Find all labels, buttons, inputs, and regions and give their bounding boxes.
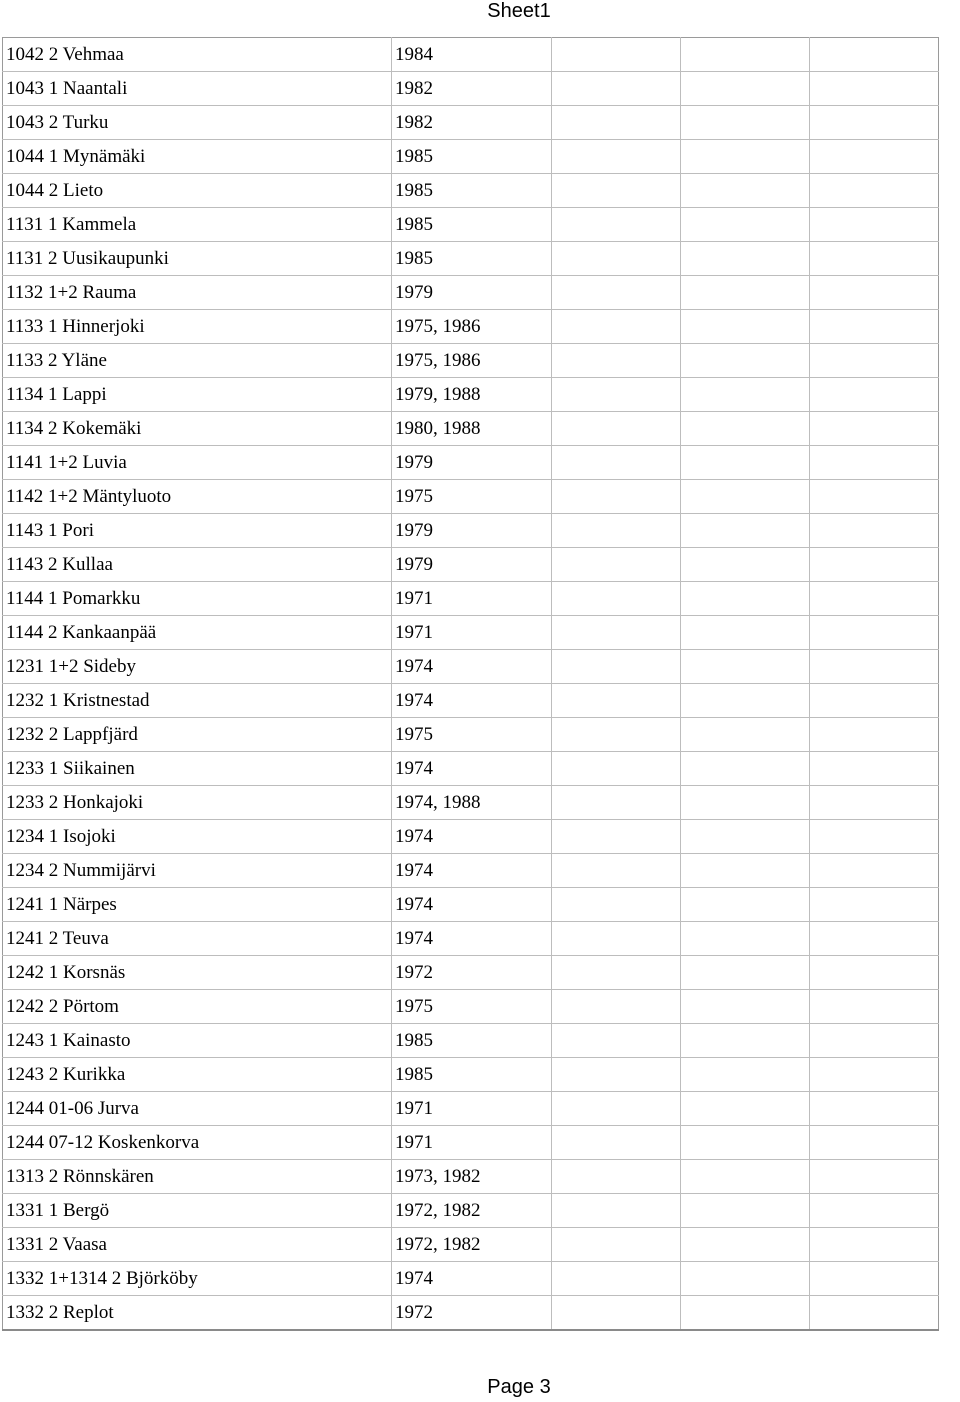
cell-empty[interactable] — [552, 38, 681, 72]
sheet-title: Sheet1 — [487, 0, 551, 22]
table-row — [3, 174, 939, 208]
cell-place[interactable]: 1233 1 Siikainen — [3, 752, 392, 786]
cell-empty[interactable] — [810, 616, 939, 650]
cell-years[interactable]: 1974 — [392, 888, 552, 922]
cell-empty[interactable] — [810, 1228, 939, 1262]
cell-empty[interactable] — [681, 650, 810, 684]
cell-years[interactable]: 1974 — [392, 922, 552, 956]
cell-empty[interactable] — [810, 174, 939, 208]
cell-empty[interactable] — [681, 888, 810, 922]
table-row — [3, 752, 939, 786]
table-row — [3, 412, 939, 446]
cell-empty[interactable] — [810, 480, 939, 514]
table-row — [3, 820, 939, 854]
cell-empty[interactable] — [681, 1160, 810, 1194]
cell-years[interactable]: 1985 — [392, 1024, 552, 1058]
cell-years[interactable]: 1985 — [392, 242, 552, 276]
cell-empty[interactable] — [552, 1024, 681, 1058]
cell-place[interactable]: 1331 2 Vaasa — [3, 1228, 392, 1262]
cell-empty[interactable] — [810, 922, 939, 956]
cell-place[interactable]: 1132 1+2 Rauma — [3, 276, 392, 310]
cell-empty[interactable] — [810, 208, 939, 242]
cell-empty[interactable] — [681, 412, 810, 446]
table-row — [3, 1126, 939, 1160]
cell-empty[interactable] — [810, 718, 939, 752]
cell-empty[interactable] — [552, 1092, 681, 1126]
cell-years[interactable]: 1982 — [392, 106, 552, 140]
cell-place[interactable]: 1232 2 Lappfjärd — [3, 718, 392, 752]
cell-empty[interactable] — [681, 72, 810, 106]
cell-years[interactable]: 1975 — [392, 990, 552, 1024]
cell-empty[interactable] — [681, 752, 810, 786]
cell-empty[interactable] — [552, 718, 681, 752]
table-row — [3, 480, 939, 514]
table-row — [3, 140, 939, 174]
table-row — [3, 106, 939, 140]
cell-years[interactable]: 1974 — [392, 752, 552, 786]
cell-place[interactable]: 1134 1 Lappi — [3, 378, 392, 412]
cell-empty[interactable] — [552, 1126, 681, 1160]
cell-empty[interactable] — [681, 1262, 810, 1296]
table-row — [3, 1058, 939, 1092]
cell-years[interactable]: 1974 — [392, 684, 552, 718]
table-row — [3, 718, 939, 752]
cell-place[interactable]: 1143 2 Kullaa — [3, 548, 392, 582]
table-row — [3, 1160, 939, 1194]
cell-empty[interactable] — [810, 1262, 939, 1296]
table-row — [3, 548, 939, 582]
table-row — [3, 72, 939, 106]
cell-place[interactable]: 1243 2 Kurikka — [3, 1058, 392, 1092]
cell-empty[interactable] — [681, 1296, 810, 1331]
cell-empty[interactable] — [681, 616, 810, 650]
cell-place[interactable]: 1332 1+1314 2 Björköby — [3, 1262, 392, 1296]
cell-empty[interactable] — [810, 820, 939, 854]
cell-empty[interactable] — [552, 412, 681, 446]
cell-empty[interactable] — [681, 140, 810, 174]
table-row — [3, 242, 939, 276]
cell-empty[interactable] — [681, 582, 810, 616]
cell-place[interactable]: 1044 1 Mynämäki — [3, 140, 392, 174]
cell-years[interactable]: 1975 — [392, 480, 552, 514]
cell-empty[interactable] — [552, 616, 681, 650]
cell-empty[interactable] — [552, 310, 681, 344]
cell-place[interactable]: 1043 2 Turku — [3, 106, 392, 140]
cell-empty[interactable] — [810, 650, 939, 684]
cell-empty[interactable] — [552, 1296, 681, 1331]
cell-empty[interactable] — [552, 548, 681, 582]
table-row — [3, 616, 939, 650]
cell-empty[interactable] — [810, 140, 939, 174]
cell-years[interactable]: 1972, 1982 — [392, 1228, 552, 1262]
cell-empty[interactable] — [810, 888, 939, 922]
table-row — [3, 276, 939, 310]
cell-empty[interactable] — [810, 990, 939, 1024]
cell-years[interactable]: 1980, 1988 — [392, 412, 552, 446]
cell-place[interactable]: 1313 2 Rönnskären — [3, 1160, 392, 1194]
cell-empty[interactable] — [552, 174, 681, 208]
table-row — [3, 956, 939, 990]
cell-empty[interactable] — [552, 956, 681, 990]
cell-empty[interactable] — [552, 72, 681, 106]
cell-place[interactable]: 1234 1 Isojoki — [3, 820, 392, 854]
cell-years[interactable]: 1985 — [392, 1058, 552, 1092]
cell-empty[interactable] — [681, 1024, 810, 1058]
cell-empty[interactable] — [681, 684, 810, 718]
cell-place[interactable]: 1241 2 Teuva — [3, 922, 392, 956]
cell-years[interactable]: 1979 — [392, 276, 552, 310]
cell-empty[interactable] — [810, 684, 939, 718]
cell-empty[interactable] — [552, 242, 681, 276]
cell-empty[interactable] — [681, 310, 810, 344]
cell-empty[interactable] — [810, 1160, 939, 1194]
cell-place[interactable]: 1332 2 Replot — [3, 1296, 392, 1331]
table-row — [3, 514, 939, 548]
cell-years[interactable]: 1972, 1982 — [392, 1194, 552, 1228]
cell-years[interactable]: 1974 — [392, 1262, 552, 1296]
cell-empty[interactable] — [810, 412, 939, 446]
cell-empty[interactable] — [552, 1228, 681, 1262]
cell-place[interactable]: 1044 2 Lieto — [3, 174, 392, 208]
cell-place[interactable]: 1133 1 Hinnerjoki — [3, 310, 392, 344]
cell-empty[interactable] — [810, 514, 939, 548]
cell-years[interactable]: 1985 — [392, 208, 552, 242]
cell-years[interactable]: 1971 — [392, 582, 552, 616]
cell-empty[interactable] — [810, 582, 939, 616]
cell-place[interactable]: 1042 2 Vehmaa — [3, 38, 392, 72]
cell-empty[interactable] — [681, 990, 810, 1024]
cell-empty[interactable] — [552, 446, 681, 480]
cell-empty[interactable] — [681, 1228, 810, 1262]
cell-empty[interactable] — [552, 684, 681, 718]
cell-empty[interactable] — [681, 548, 810, 582]
cell-empty[interactable] — [681, 38, 810, 72]
cell-empty[interactable] — [810, 1296, 939, 1331]
cell-empty[interactable] — [552, 378, 681, 412]
cell-place[interactable]: 1243 1 Kainasto — [3, 1024, 392, 1058]
cell-years[interactable]: 1973, 1982 — [392, 1160, 552, 1194]
cell-empty[interactable] — [681, 1092, 810, 1126]
cell-empty[interactable] — [810, 1092, 939, 1126]
cell-place[interactable]: 1244 01-06 Jurva — [3, 1092, 392, 1126]
cell-years[interactable]: 1979 — [392, 514, 552, 548]
cell-empty[interactable] — [552, 888, 681, 922]
cell-years[interactable]: 1971 — [392, 1126, 552, 1160]
cell-empty[interactable] — [552, 854, 681, 888]
cell-empty[interactable] — [810, 854, 939, 888]
cell-place[interactable]: 1144 2 Kankaanpää — [3, 616, 392, 650]
cell-empty[interactable] — [552, 208, 681, 242]
cell-place[interactable]: 1233 2 Honkajoki — [3, 786, 392, 820]
cell-empty[interactable] — [552, 922, 681, 956]
table-row — [3, 446, 939, 480]
table-row — [3, 1092, 939, 1126]
table-row — [3, 684, 939, 718]
cell-empty[interactable] — [552, 1194, 681, 1228]
cell-years[interactable]: 1979 — [392, 548, 552, 582]
cell-years[interactable]: 1975, 1986 — [392, 344, 552, 378]
cell-years[interactable]: 1971 — [392, 1092, 552, 1126]
cell-years[interactable]: 1972 — [392, 1296, 552, 1331]
cell-empty[interactable] — [681, 242, 810, 276]
table-row — [3, 1194, 939, 1228]
cell-empty[interactable] — [810, 1024, 939, 1058]
cell-empty[interactable] — [552, 752, 681, 786]
cell-place[interactable]: 1144 1 Pomarkku — [3, 582, 392, 616]
cell-empty[interactable] — [681, 1126, 810, 1160]
cell-years[interactable]: 1971 — [392, 616, 552, 650]
cell-years[interactable]: 1974, 1988 — [392, 786, 552, 820]
cell-empty[interactable] — [810, 344, 939, 378]
table-row — [3, 990, 939, 1024]
cell-years[interactable]: 1979, 1988 — [392, 378, 552, 412]
cell-empty[interactable] — [552, 106, 681, 140]
cell-place[interactable]: 1141 1+2 Luvia — [3, 446, 392, 480]
cell-empty[interactable] — [681, 446, 810, 480]
cell-years[interactable]: 1982 — [392, 72, 552, 106]
cell-years[interactable]: 1984 — [392, 38, 552, 72]
table-row — [3, 38, 939, 72]
cell-empty[interactable] — [810, 38, 939, 72]
table-row — [3, 1262, 939, 1296]
cell-empty[interactable] — [681, 378, 810, 412]
cell-years[interactable]: 1974 — [392, 854, 552, 888]
cell-place[interactable]: 1241 1 Närpes — [3, 888, 392, 922]
cell-empty[interactable] — [681, 718, 810, 752]
cell-empty[interactable] — [552, 140, 681, 174]
cell-empty[interactable] — [681, 480, 810, 514]
page-number: Page 3 — [487, 1376, 551, 1398]
cell-empty[interactable] — [681, 208, 810, 242]
cell-place[interactable]: 1142 1+2 Mäntyluoto — [3, 480, 392, 514]
cell-place[interactable]: 1143 1 Pori — [3, 514, 392, 548]
cell-place[interactable]: 1242 1 Korsnäs — [3, 956, 392, 990]
cell-empty[interactable] — [681, 276, 810, 310]
spreadsheet-body — [3, 38, 939, 1331]
spreadsheet-table — [2, 37, 939, 1331]
cell-place[interactable]: 1133 2 Yläne — [3, 344, 392, 378]
cell-empty[interactable] — [681, 344, 810, 378]
cell-empty[interactable] — [552, 1262, 681, 1296]
cell-empty[interactable] — [552, 990, 681, 1024]
cell-empty[interactable] — [810, 378, 939, 412]
cell-place[interactable]: 1242 2 Pörtom — [3, 990, 392, 1024]
table-row — [3, 650, 939, 684]
table-row — [3, 310, 939, 344]
cell-empty[interactable] — [810, 786, 939, 820]
cell-empty[interactable] — [681, 514, 810, 548]
table-row — [3, 208, 939, 242]
cell-empty[interactable] — [552, 820, 681, 854]
cell-empty[interactable] — [552, 1160, 681, 1194]
cell-place[interactable]: 1131 2 Uusikaupunki — [3, 242, 392, 276]
cell-empty[interactable] — [681, 854, 810, 888]
cell-empty[interactable] — [681, 956, 810, 990]
cell-empty[interactable] — [810, 1194, 939, 1228]
cell-empty[interactable] — [810, 446, 939, 480]
cell-place[interactable]: 1244 07-12 Koskenkorva — [3, 1126, 392, 1160]
table-row — [3, 344, 939, 378]
cell-empty[interactable] — [810, 548, 939, 582]
cell-empty[interactable] — [552, 480, 681, 514]
cell-years[interactable]: 1974 — [392, 650, 552, 684]
table-row — [3, 1228, 939, 1262]
cell-years[interactable]: 1975, 1986 — [392, 310, 552, 344]
table-row — [3, 922, 939, 956]
cell-empty[interactable] — [681, 106, 810, 140]
cell-empty[interactable] — [681, 922, 810, 956]
cell-place[interactable]: 1043 1 Naantali — [3, 72, 392, 106]
cell-place[interactable]: 1234 2 Nummijärvi — [3, 854, 392, 888]
cell-place[interactable]: 1134 2 Kokemäki — [3, 412, 392, 446]
cell-years[interactable]: 1985 — [392, 140, 552, 174]
cell-empty[interactable] — [552, 582, 681, 616]
cell-years[interactable]: 1975 — [392, 718, 552, 752]
cell-empty[interactable] — [810, 956, 939, 990]
cell-empty[interactable] — [552, 786, 681, 820]
cell-years[interactable]: 1972 — [392, 956, 552, 990]
cell-empty[interactable] — [810, 1126, 939, 1160]
cell-years[interactable]: 1979 — [392, 446, 552, 480]
cell-empty[interactable] — [681, 820, 810, 854]
cell-empty[interactable] — [810, 310, 939, 344]
cell-place[interactable]: 1131 1 Kammela — [3, 208, 392, 242]
table-row — [3, 854, 939, 888]
cell-empty[interactable] — [552, 514, 681, 548]
table-row — [3, 1024, 939, 1058]
cell-years[interactable]: 1974 — [392, 820, 552, 854]
cell-place[interactable]: 1331 1 Bergö — [3, 1194, 392, 1228]
cell-place[interactable]: 1231 1+2 Sideby — [3, 650, 392, 684]
cell-empty[interactable] — [552, 650, 681, 684]
table-row — [3, 582, 939, 616]
cell-empty[interactable] — [810, 276, 939, 310]
table-row — [3, 378, 939, 412]
cell-empty[interactable] — [810, 106, 939, 140]
cell-empty[interactable] — [552, 344, 681, 378]
cell-place[interactable]: 1232 1 Kristnestad — [3, 684, 392, 718]
table-row — [3, 888, 939, 922]
table-row — [3, 1296, 939, 1331]
cell-empty[interactable] — [810, 242, 939, 276]
cell-empty[interactable] — [681, 174, 810, 208]
cell-years[interactable]: 1985 — [392, 174, 552, 208]
cell-empty[interactable] — [810, 1058, 939, 1092]
cell-empty[interactable] — [552, 276, 681, 310]
cell-empty[interactable] — [681, 786, 810, 820]
cell-empty[interactable] — [681, 1194, 810, 1228]
cell-empty[interactable] — [552, 1058, 681, 1092]
cell-empty[interactable] — [810, 72, 939, 106]
cell-empty[interactable] — [810, 752, 939, 786]
table-row — [3, 786, 939, 820]
cell-empty[interactable] — [681, 1058, 810, 1092]
